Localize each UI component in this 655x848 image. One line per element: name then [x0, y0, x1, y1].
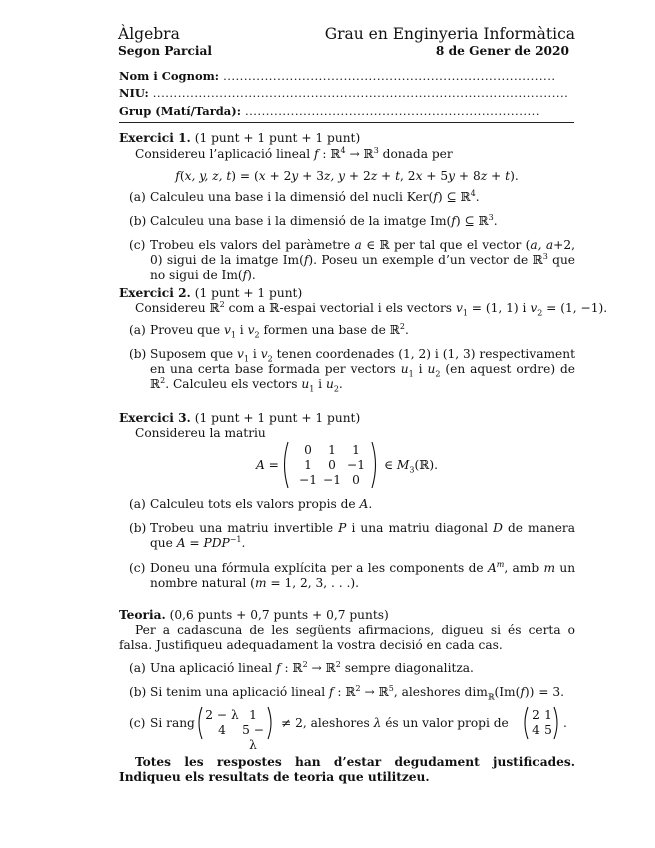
ex2-points: (1 punt + 1 punt) [194, 286, 303, 300]
ex1-heading [119, 131, 360, 146]
theory-rank-text: Si rang [150, 716, 195, 730]
theory-points: (0,6 punts + 0,7 punts + 0,7 punts) [169, 608, 389, 622]
matrix-a: 0 1 1 1 0 −1 −1 −1 0 [280, 441, 380, 489]
right-paren-icon [266, 706, 275, 740]
ex1-formula: f(x, y, z, t) = (x + 2y + 3z, y + 2z + t, 2x + 5y + 8z + t). [175, 169, 519, 183]
group-label: Grup (Matí/Tarda): [119, 104, 241, 118]
theory-item-b: (b) Si tenim una aplicació lineal f : ℝ$^2$ → ℝ$^5$, aleshores dim$_ℝ$(Im(f)) = 3. [129, 683, 564, 702]
ex1-points: (1 punt + 1 punt + 1 punt) [194, 131, 361, 145]
ex3-title: Exercici 3. [119, 411, 191, 425]
theory-item-a: (a) Una aplicació lineal f : ℝ$^2$ → ℝ$^2$ sempre diagonalitza. [129, 659, 474, 675]
name-field [119, 69, 556, 84]
ex1-item-b: (b) Calculeu una base i la dimensió de la imatge Im(f) ⊆ ℝ$^3$. [129, 212, 498, 228]
theory-heading [119, 608, 389, 623]
ex3-item-b: (b) Trobeu una matriu invertible P i una matriu diagonal D de manera que $A = PDP^{-1}$. [129, 521, 576, 550]
ex2-intro: Considereu ℝ$^2$ com a ℝ-espai vectorial i els vectors $v_1 = (1$, 1) i $v_2 = (1$, −1). [135, 299, 608, 318]
theory-title: Teoria. [119, 608, 166, 622]
niu-dots: .................................................................................................... [152, 86, 569, 100]
subject-title: Àlgebra [118, 25, 180, 43]
ex3-points: (1 punt + 1 punt + 1 punt) [194, 411, 361, 425]
ex3-heading [119, 411, 360, 426]
ex2-item-a: (a) Proveu que $v_1$ i $v_2$ formen una base de ℝ$^2$. [129, 321, 409, 340]
left-paren-icon [521, 706, 530, 740]
ex3-item-a: (a) Calculeu tots els valors propis de A. [129, 497, 373, 511]
ex3-intro: Considereu la matriu [135, 426, 266, 440]
theory-item-c-text: ≠ 2, aleshores λ és un valor propi de [281, 716, 509, 730]
matrix-numeric: 2 1 4 5 [521, 706, 561, 740]
left-paren-icon [280, 441, 290, 489]
theory-item-c-label: (c) [129, 716, 146, 730]
degree-title: Grau en Enginyeria Informàtica [324, 25, 575, 43]
matrix-a-label: A = [256, 458, 279, 472]
ex3-item-c: (c) Doneu una fórmula explícita per a les components de $A^m$, amb m un nombre natural (m = 1, 2, 3, . . .). [129, 559, 576, 590]
group-dots: ....................................................................... [244, 104, 540, 118]
exam-date: 8 de Gener de 2020 [435, 44, 569, 58]
ex1-item-c: (c) Trobeu els valors del paràmetre a ∈ ℝ per tal que el vector (a, a+2, 0) sigui de la imatge Im(f). Poseu un exemple d’un vector de ℝ$^3$ que no sigui de Im(f). [129, 238, 576, 282]
theory-c-period: . [563, 716, 567, 730]
ex1-item-a: (a) Calculeu una base i la dimensió del nucli Ker(f) ⊆ ℝ$^4$. [129, 188, 480, 204]
name-dots: ................................................................................ [223, 69, 556, 83]
theory-intro: Per a cadascuna de les següents afirmacions, digueu si és certa o falsa. Justifiqueu adequadament la vostra decisió en cada cas. [119, 623, 575, 652]
ex2-heading [119, 286, 302, 301]
right-paren-icon [370, 441, 380, 489]
matrix-a-space: ∈ $M_3(ℝ)$. [384, 458, 438, 475]
matrix-lambda: 2 − λ 1 4 5 − λ [195, 706, 275, 740]
ex1-intro: Considereu l’aplicació lineal f : ℝ$^4$ → ℝ$^3$ donada per [135, 145, 453, 161]
header-rule [119, 122, 574, 123]
exam-name: Segon Parcial [118, 44, 213, 58]
ex1-title: Exercici 1. [119, 131, 191, 145]
niu-label: NIU: [119, 86, 149, 100]
footer-note: Totes les respostes han d’estar degudament justificades. Indiqueu els resultats de teoria que utilitzeu. [119, 755, 575, 784]
name-label: Nom i Cognom: [119, 69, 220, 83]
left-paren-icon [195, 706, 204, 740]
right-paren-icon [552, 706, 561, 740]
group-field [119, 104, 540, 119]
ex2-item-b: (b) Suposem que $v_1$ i $v_2$ tenen coordenades (1, 2) i (1, 3) respectivament en una certa base formada per vectors $u_1$ i $u_2$ (en aquest ordre) de ℝ$^2$. Calculeu els vectors $u_1$ i $u_2$. [129, 347, 576, 394]
niu-field [119, 86, 568, 101]
ex2-title: Exercici 2. [119, 286, 191, 300]
